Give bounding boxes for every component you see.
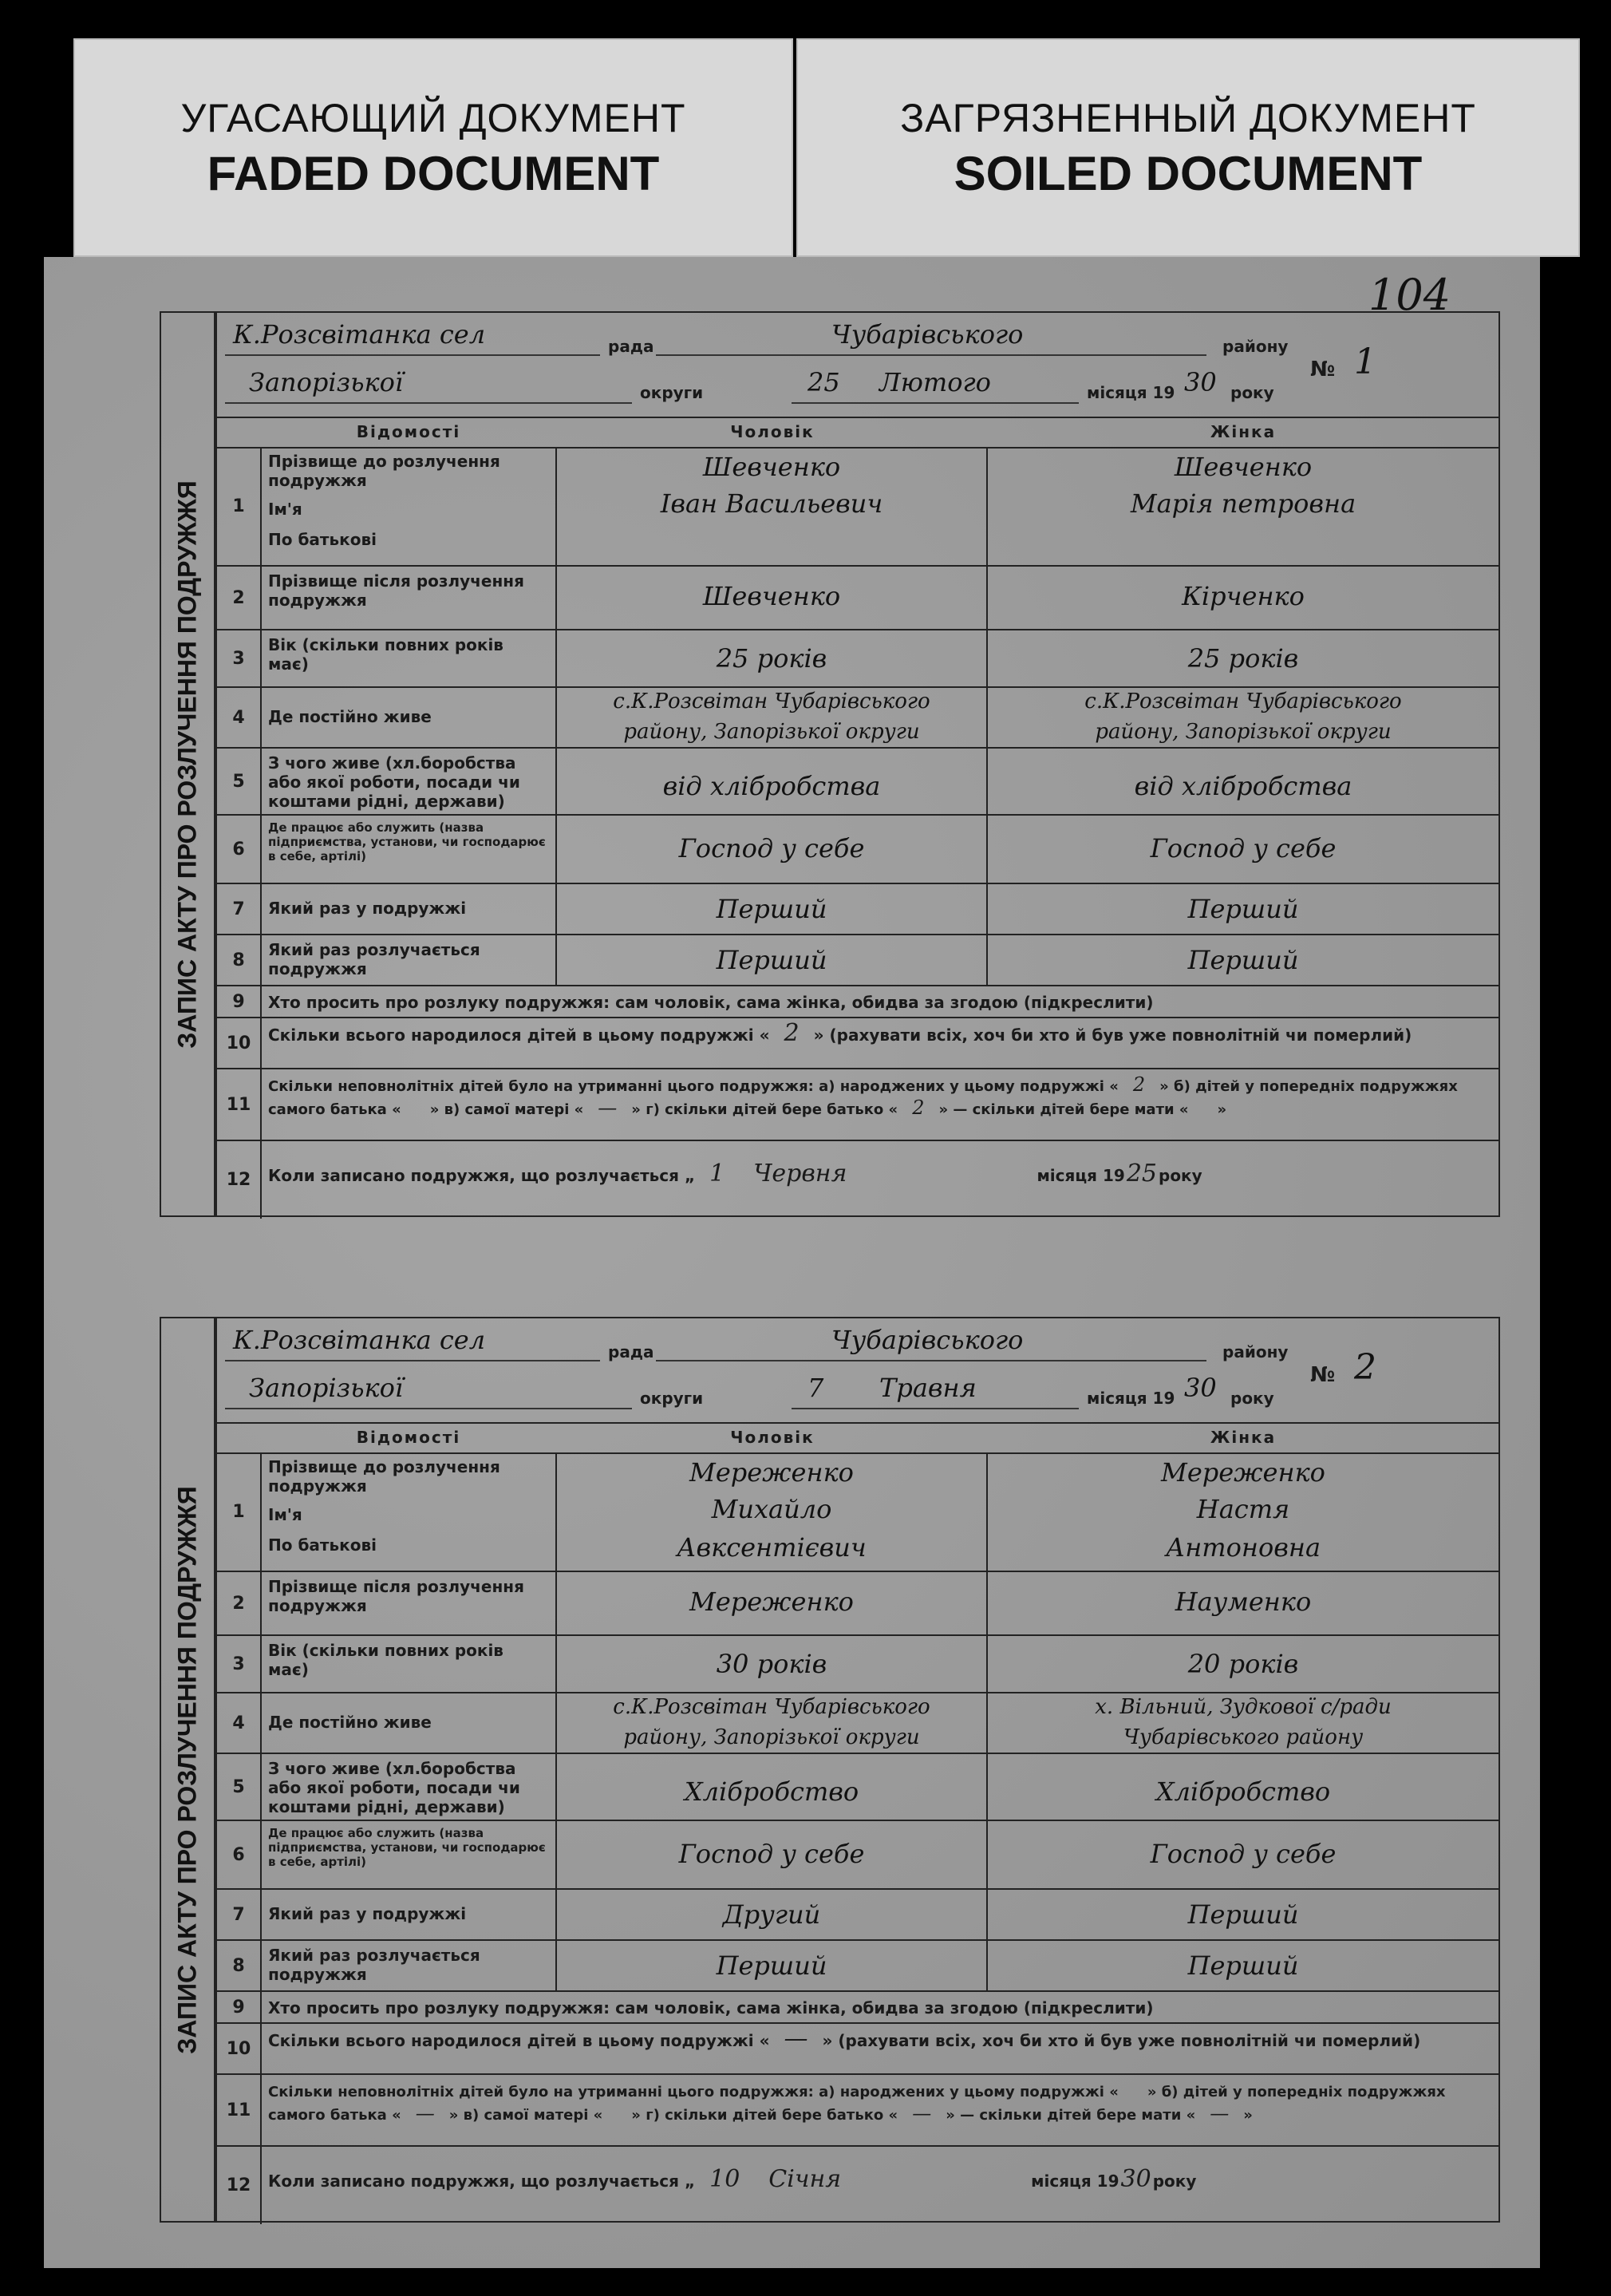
reg-month: Січня: [768, 2165, 842, 2193]
col-wife-header: Жінка: [1210, 422, 1277, 441]
label-part: Скільки всього народилося дітей в цьому подружжі «: [268, 1025, 770, 1045]
wife-name: Настя: [1196, 1494, 1290, 1524]
husband-workplace: Господ у себе: [678, 833, 865, 863]
row-7-marriage-count: [217, 1890, 1498, 1941]
row-label: Скільки неповнолітніх дітей було на утриманні цього подружжя: а) народжених у цьому подружжі « 2 » б) дітей у попередніх подружжях самого батька « » в) самої матері « — » г) скільки дітей бере батько « 2 » — скільки дітей бере мати « »: [268, 1073, 1458, 1119]
label-part: року: [1152, 2172, 1197, 2191]
husband-cell: [557, 1636, 988, 1692]
soiled-document-banner: [796, 38, 1580, 257]
children-this-marriage: [1119, 2079, 1147, 2101]
row-number: 3: [217, 1636, 262, 1692]
row-12-registration-date: [217, 1141, 1498, 1219]
label-name: Ім'я: [268, 1505, 302, 1524]
row-label: Скільки неповнолітніх дітей було на утриманні цього подружжя: а) народжених у цьому подружжі « » б) дітей у попередніх подружжях самого батька « — » в) самої матері « » г) скільки дітей бере батько « — » — скільки дітей бере мати « — »: [260, 2075, 1498, 2145]
column-headers: [217, 417, 1498, 449]
wife-patronymic: Антоновна: [1165, 1532, 1321, 1563]
husband-cell: [557, 567, 988, 629]
number-sign: №: [1310, 1363, 1336, 1387]
husband-age: 25 років: [716, 643, 827, 674]
label-part: Коли записано подружжя, що розлучається „: [268, 2172, 696, 2191]
col-husband-header: Чоловік: [730, 1428, 815, 1447]
row-number: 12: [217, 1141, 262, 1219]
label-part: року: [1159, 1166, 1202, 1185]
row-5-occupation: [217, 1754, 1498, 1821]
village-value: К.Розсвітанка сел: [233, 1325, 486, 1355]
row-number: 4: [217, 1693, 262, 1753]
reg-year-suffix: 30: [1120, 2165, 1151, 2193]
children-father-takes: 2: [912, 1097, 925, 1119]
husband-cell: [557, 935, 988, 985]
children-mother-takes: [1189, 1097, 1218, 1119]
wife-cell: [988, 1636, 1498, 1692]
col-husband-header: Чоловік: [730, 422, 815, 441]
record-sidebar: [160, 311, 215, 1217]
row-label: Хто просить про розлуку подружжя: сам чоловік, сама жінка, обидва за згодою (підкреслити): [268, 993, 1154, 1012]
label-part: » г) скільки дітей бере батько «: [631, 2107, 898, 2124]
wife-workplace: Господ у себе: [1150, 833, 1337, 863]
row-5-occupation: [217, 749, 1498, 816]
reg-day: 10: [709, 2165, 740, 2193]
label-patronymic: По батькові: [268, 530, 377, 549]
record-number: 1: [1354, 342, 1376, 382]
year-suffix-value: 30: [1184, 1373, 1217, 1403]
row-number: 6: [217, 816, 262, 883]
row-label: Де працює або служить (назва підприємства, установи, чи господарює в себе, артілі): [260, 1821, 557, 1888]
row-4-residence: [217, 688, 1498, 749]
sidebar-title: ЗАПИС АКТУ ПРО РОЗЛУЧЕННЯ ПОДРУЖЖЯ: [172, 1485, 202, 2054]
wife-residence-1: х. Вільний, Зудкової с/ради: [1095, 1695, 1392, 1719]
row-label: Де постійно живе: [260, 688, 557, 747]
wife-cell: [988, 688, 1498, 747]
row-number: 3: [217, 630, 262, 686]
label-part: місяця 19: [1031, 2172, 1119, 2191]
row-number: 10: [217, 1018, 262, 1068]
wife-residence-2: Чубарівського району: [1123, 1725, 1364, 1749]
wife-marriage-no: Перший: [1187, 1899, 1299, 1930]
wife-surname-after: Науменко: [1175, 1587, 1312, 1617]
rada-label: рада: [608, 1342, 654, 1361]
wife-cell: [988, 567, 1498, 629]
label-part: Скільки неповнолітніх дітей було на утриманні цього подружжя: а) народжених у цьому подружжі «: [268, 2084, 1119, 2100]
row-number: 7: [217, 1890, 262, 1939]
row-number: 4: [217, 688, 262, 747]
faded-document-banner: [73, 38, 793, 257]
row-label: [260, 2024, 1498, 2073]
row-1-names: [217, 1452, 1498, 1572]
reg-day: 1: [709, 1160, 725, 1188]
husband-cell: [557, 630, 988, 686]
reg-year-suffix: 25: [1126, 1160, 1157, 1188]
col-wife-header: Жінка: [1210, 1428, 1277, 1447]
row-3-age: [217, 630, 1498, 688]
label-part: » — скільки дітей бере мати «: [946, 2107, 1196, 2124]
row-number: 9: [217, 986, 262, 1017]
wife-surname-before: Шевченко: [1174, 452, 1313, 482]
roku-label: року: [1230, 383, 1274, 402]
label-patronymic: По батькові: [268, 1535, 377, 1555]
husband-patronymic: Авксентієвич: [677, 1532, 867, 1563]
husband-cell: [557, 816, 988, 883]
banner-en-text: FADED DOCUMENT: [207, 146, 660, 200]
okrug-value: Запорізької: [249, 1373, 404, 1403]
wife-cell: [988, 1452, 1498, 1571]
month-value: Лютого: [879, 367, 991, 397]
wife-cell: [988, 1941, 1498, 1990]
children-mother-prev: —: [598, 1097, 618, 1119]
row-label: Який раз у подружжі: [260, 1890, 557, 1939]
label-surname-before: Прізвище до розлучення подружжя: [268, 1457, 500, 1496]
husband-surname-after: Мереженко: [689, 1587, 854, 1617]
district-value: Чубарівського: [831, 319, 1024, 350]
reg-month: Червня: [753, 1160, 847, 1188]
husband-divorce-no: Перший: [716, 945, 827, 975]
label-part: » б) дітей у попередніх подружжях самого батька «: [268, 1078, 1458, 1118]
record-form: [215, 311, 1500, 1217]
wife-cell: [988, 884, 1498, 934]
children-father-prev: [401, 1097, 430, 1119]
wife-surname-before: Мереженко: [1161, 1457, 1325, 1488]
children-total: —: [784, 2025, 808, 2053]
row-number: 5: [217, 749, 262, 814]
roku-label: року: [1230, 1389, 1274, 1408]
row-number: 9: [217, 1992, 262, 2022]
rada-label: рада: [608, 337, 654, 356]
wife-cell: [988, 816, 1498, 883]
row-label: [260, 1018, 1498, 1068]
row-number: 6: [217, 1821, 262, 1888]
row-number: 5: [217, 1754, 262, 1820]
wife-residence-2: району, Запорізької округи: [1095, 720, 1392, 744]
row-12-registration-date: [217, 2147, 1498, 2224]
wife-name: Марія петровна: [1130, 488, 1356, 519]
husband-name: Михайло: [711, 1494, 832, 1524]
row-label: Прізвище після розлучення подружжя: [260, 567, 557, 629]
row-label: Де працює або служить (назва підприємства, установи, чи господарює в себе, артілі): [260, 816, 557, 883]
husband-cell: [557, 447, 988, 565]
children-mother-takes: —: [1210, 2102, 1230, 2124]
husband-surname-after: Шевченко: [702, 581, 841, 611]
banner-ru-text: УГАСАЮЩИЙ ДОКУМЕНТ: [180, 95, 686, 140]
row-label: Який раз розлучається подружжя: [260, 935, 557, 985]
wife-cell: [988, 1572, 1498, 1634]
wife-divorce-no: Перший: [1187, 1950, 1299, 1981]
husband-surname-before: Мереженко: [689, 1457, 854, 1488]
row-10-children-total: [217, 2024, 1498, 2075]
wife-cell: [988, 630, 1498, 686]
husband-cell: [557, 884, 988, 934]
banner-en-text: SOILED DOCUMENT: [954, 146, 1423, 200]
husband-residence-1: с.К.Розсвітан Чубарівського: [613, 690, 930, 713]
label-part: » в) самої матері «: [448, 2107, 603, 2124]
row-number: 11: [217, 2075, 262, 2145]
col-info-header: Відомості: [356, 422, 461, 441]
record-header: [217, 313, 1498, 418]
wife-occupation: Хлібробство: [1155, 1776, 1331, 1807]
wife-cell: [988, 1890, 1498, 1939]
children-this-marriage: 2: [1132, 1073, 1146, 1096]
wife-residence-1: с.К.Розсвітан Чубарівського: [1084, 690, 1402, 713]
wife-occupation: від хлібробства: [1134, 771, 1352, 801]
misyatsia-label: місяця 19: [1087, 1389, 1175, 1408]
row-number: 1: [217, 447, 262, 565]
wife-cell: [988, 447, 1498, 565]
wife-divorce-no: Перший: [1187, 945, 1299, 975]
row-8-divorce-count: [217, 1941, 1498, 1992]
label-part: місяця 19: [1036, 1166, 1125, 1185]
husband-marriage-no: Перший: [716, 894, 827, 924]
label-part: » (рахувати всіх, хоч би хто й був уже повнолітній чи померлий): [813, 1025, 1412, 1045]
row-7-marriage-count: [217, 884, 1498, 935]
husband-residence-2: району, Запорізької округи: [623, 720, 920, 744]
wife-cell: [988, 1754, 1498, 1820]
row-number: 1: [217, 1452, 262, 1571]
husband-divorce-no: Перший: [716, 1950, 827, 1981]
row-number: 8: [217, 935, 262, 985]
wife-surname-after: Кірченко: [1182, 581, 1305, 611]
rayonu-label: району: [1222, 337, 1289, 356]
day-value: 7: [807, 1373, 824, 1403]
row-label: Який раз розлучається подружжя: [260, 1941, 557, 1990]
husband-cell: [557, 688, 988, 747]
husband-age: 30 років: [716, 1649, 827, 1679]
label-name: Ім'я: [268, 500, 302, 519]
wife-workplace: Господ у себе: [1150, 1839, 1337, 1869]
row-6-workplace: [217, 1821, 1498, 1890]
okrug-value: Запорізької: [249, 367, 404, 397]
husband-occupation: від хлібробства: [662, 771, 881, 801]
col-info-header: Відомості: [356, 1428, 461, 1447]
row-label: Який раз у подружжі: [260, 884, 557, 934]
row-label: Прізвище після розлучення подружжя: [260, 1572, 557, 1634]
sidebar-title: ЗАПИС АКТУ ПРО РОЗЛУЧЕННЯ ПОДРУЖЖЯ: [172, 480, 202, 1049]
row-number: 7: [217, 884, 262, 934]
label-part: » (рахувати всіх, хоч би хто й був уже повнолітній чи померлий): [822, 2031, 1421, 2050]
month-value: Травня: [879, 1373, 977, 1403]
husband-cell: [557, 1452, 988, 1571]
row-label: Хто просить про розлуку подружжя: сам чоловік, сама жінка, обидва за згодою (підкреслити): [268, 1998, 1154, 2017]
village-value: К.Розсвітанка сел: [233, 319, 486, 350]
husband-cell: [557, 1821, 988, 1888]
row-11-minor-children: [217, 1069, 1498, 1141]
row-label: Де постійно живе: [260, 1693, 557, 1753]
wife-age: 25 років: [1187, 643, 1299, 674]
row-1-names: [217, 447, 1498, 567]
husband-occupation: Хлібробство: [684, 1776, 859, 1807]
children-father-takes: —: [912, 2102, 932, 2124]
row-label: [260, 447, 557, 565]
label-part: » в) самої матері «: [429, 1101, 584, 1118]
row-3-age: [217, 1636, 1498, 1693]
row-number: 2: [217, 567, 262, 629]
husband-surname-before: Шевченко: [702, 452, 841, 482]
husband-residence-2: району, Запорізької округи: [623, 1725, 920, 1749]
label-part: Скільки всього народилося дітей в цьому подружжі «: [268, 2031, 770, 2050]
row-2-surname-after: [217, 567, 1498, 630]
row-number: 12: [217, 2147, 262, 2224]
row-8-divorce-count: [217, 935, 1498, 986]
number-sign: №: [1310, 358, 1336, 381]
row-9-who-requests: [217, 986, 1498, 1018]
wife-age: 20 років: [1187, 1649, 1299, 1679]
okruhy-label: округи: [640, 383, 704, 402]
husband-workplace: Господ у себе: [678, 1839, 865, 1869]
row-4-residence: [217, 1693, 1498, 1754]
row-label: Вік (скільки повних років має): [260, 1636, 557, 1692]
label-part: Скільки неповнолітніх дітей було на утриманні цього подружжя: а) народжених у цьому подружжі «: [268, 1078, 1119, 1095]
okruhy-label: округи: [640, 1389, 704, 1408]
page-number: 104: [1368, 270, 1451, 320]
record-form: [215, 1317, 1500, 2223]
husband-cell: [557, 749, 988, 814]
record-sidebar: [160, 1317, 215, 2223]
year-suffix-value: 30: [1184, 367, 1217, 397]
divorce-record: [118, 1317, 1500, 2223]
rayonu-label: району: [1222, 1342, 1289, 1361]
row-number: 10: [217, 2024, 262, 2073]
wife-cell: [988, 1693, 1498, 1753]
row-2-surname-after: [217, 1572, 1498, 1636]
row-6-workplace: [217, 816, 1498, 884]
husband-name: Іван Васильевич: [660, 488, 883, 519]
column-headers: [217, 1422, 1498, 1454]
label-part: » г) скільки дітей бере батько «: [631, 1101, 898, 1118]
row-label: З чого живе (хл.боробства або якої роботи, посади чи коштами рідні, держави): [260, 749, 557, 814]
husband-cell: [557, 1572, 988, 1634]
row-10-children-total: [217, 1018, 1498, 1069]
husband-cell: [557, 1890, 988, 1939]
husband-cell: [557, 1754, 988, 1820]
row-number: 8: [217, 1941, 262, 1990]
row-label: [260, 1452, 557, 1571]
husband-cell: [557, 1693, 988, 1753]
husband-cell: [557, 1941, 988, 1990]
husband-marriage-no: Другий: [722, 1899, 821, 1930]
record-header: [217, 1318, 1498, 1424]
husband-residence-1: с.К.Розсвітан Чубарівського: [613, 1695, 930, 1719]
children-mother-prev: [602, 2102, 631, 2124]
wife-marriage-no: Перший: [1187, 894, 1299, 924]
wife-cell: [988, 749, 1498, 814]
divorce-record: [118, 311, 1500, 1217]
label-part: Коли записано подружжя, що розлучається „: [268, 1166, 696, 1185]
row-label: Вік (скільки повних років має): [260, 630, 557, 686]
row-label: [260, 2147, 1498, 2224]
label-part: » б) дітей у попередніх подружжях самого батька «: [268, 2084, 1446, 2124]
row-11-minor-children: [217, 2075, 1498, 2147]
row-label: [260, 1141, 1498, 1219]
children-father-prev: —: [415, 2102, 435, 2124]
row-number: 11: [217, 1069, 262, 1140]
record-number: 2: [1354, 1347, 1376, 1388]
row-number: 2: [217, 1572, 262, 1634]
row-9-who-requests: [217, 1992, 1498, 2024]
wife-cell: [988, 935, 1498, 985]
children-total: 2: [784, 1019, 800, 1047]
label-part: » — скільки дітей бере мати «: [938, 1101, 1189, 1118]
wife-cell: [988, 1821, 1498, 1888]
misyatsia-label: місяця 19: [1087, 383, 1175, 402]
label-surname-before: Прізвище до розлучення подружжя: [268, 452, 500, 490]
day-value: 25: [807, 367, 840, 397]
district-value: Чубарівського: [831, 1325, 1024, 1355]
banner-ru-text: ЗАГРЯЗНЕННЫЙ ДОКУМЕНТ: [900, 95, 1476, 140]
row-label: З чого живе (хл.боробства або якої роботи, посади чи коштами рідні, держави): [260, 1754, 557, 1820]
